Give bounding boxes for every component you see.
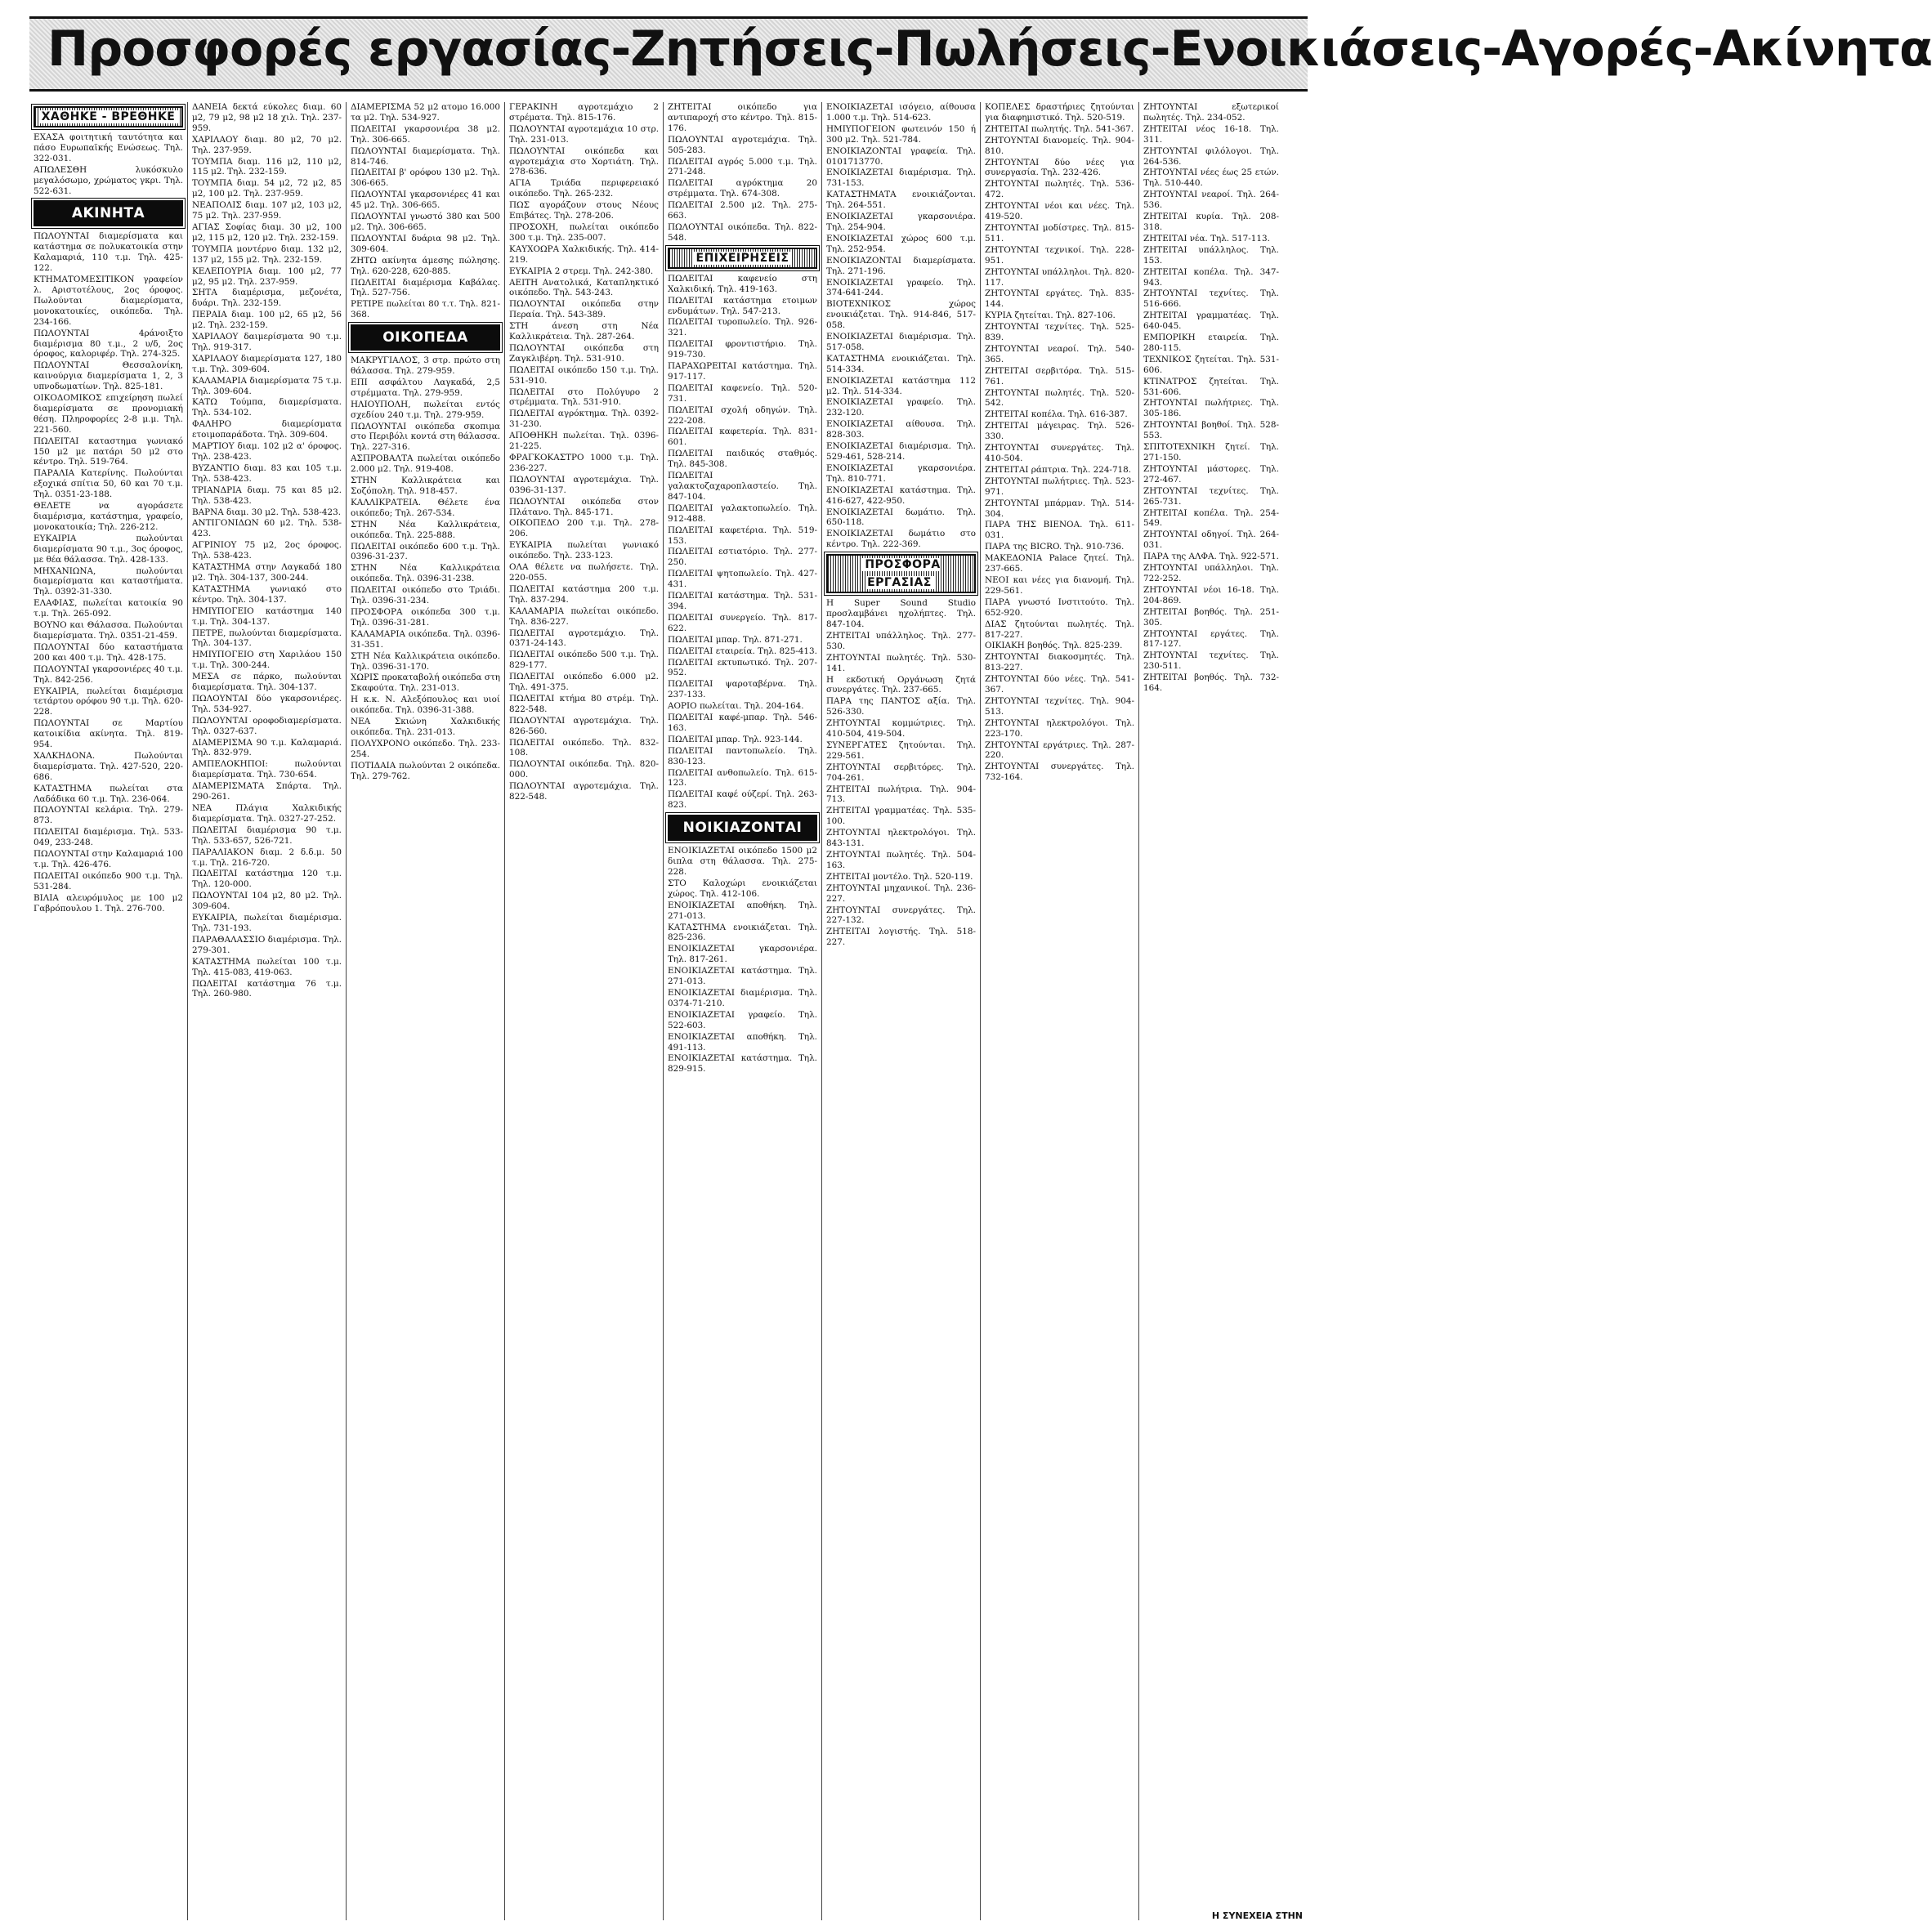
classified-ad: ΖΗΤΕΙΤΑΙ κυρία. Τηλ. 208-318. — [1143, 212, 1279, 232]
classified-ad: ΠΩΛΟΥΝΤΑΙ σε Μαρτίου κατοικίδια ακίνητα. Τηλ. 819-954. — [34, 718, 183, 750]
classified-ad: ΟΙΚΟΔΟΜΙΚΟΣ επιχείρηση πωλεί διαμερίσματα σε προνομιακή θέση. Πληροφορίες 2-8 μ.μ. Τηλ. 221-560. — [34, 393, 183, 435]
classified-ad: ΖΗΤΟΥΝΤΑΙ οδηγοί. Τηλ. 264-031. — [1143, 530, 1279, 551]
classified-ad: ΕΝΟΙΚΙΑΖΕΤΑΙ γκαρσονιέρα. Τηλ. 817-261. — [668, 944, 817, 965]
classified-ad: ΣΤΗΝ Νέα Καλλικράτεια οικόπεδα. Τηλ. 0396-31-238. — [351, 563, 500, 584]
classified-ad: ΠΩΛΕΙΤΑΙ κατάστημα. Τηλ. 531-394. — [668, 591, 817, 611]
classified-ad: ΖΗΤΟΥΝΤΑΙ μάστορες. Τηλ. 272-467. — [1143, 463, 1279, 485]
classified-ad: ΖΗΤΟΥΝΤΑΙ μηχανικοί. Τηλ. 236-227. — [826, 883, 976, 904]
classified-ad: ΠΑΡΑ γνωστό Ινστιτούτο. Τηλ. 652-920. — [985, 597, 1134, 618]
section-header-rentals: ΝΟΙΚΙΑΖΟΝΤΑΙ — [668, 815, 817, 841]
classified-ad: ΠΩΛΟΥΝΤΑΙ 4ράνοιξτο διαμέρισμα 80 τ.μ., 2 υ/δ, 2ος όροφος, καλοριφέρ. Τηλ. 274-325. — [34, 328, 183, 360]
classified-ad: ΠΩΛΟΥΝΤΑΙ οικόπεδα. Τηλ. 820-000. — [509, 759, 659, 780]
classified-ad: ΣΥΝΕΡΓΑΤΕΣ ζητούνται. Τηλ. 229-561. — [826, 740, 976, 761]
classified-ad: ΖΗΤΟΥΝΤΑΙ συνεργάτες. Τηλ. 227-132. — [826, 905, 976, 926]
classified-ad: ΚΑΤΑΣΤΗΜΑ πωλείται στα Λαδάδικα 60 τ.μ. Τηλ. 236-064. — [34, 783, 183, 804]
classified-ad: ΠΩΛΕΙΤΑΙ σχολή οδηγών. Τηλ. 222-208. — [668, 404, 817, 426]
classified-ad: ΖΗΤΟΥΝΤΑΙ τεχνίτες. Τηλ. 525-839. — [985, 322, 1134, 343]
classified-ad: ΖΗΤΕΙΤΑΙ νέα. Τηλ. 517-113. — [1143, 233, 1270, 244]
classified-ad: ΑΓΡΙΝΙΟΥ 75 μ2, 2ος όροφος. Τηλ. 538-423. — [192, 540, 342, 561]
column-6 — [822, 102, 981, 1920]
classified-ad: ΦΑΛΗΡΟ διαμερίσματα ετοιμοπαράδοτα. Τηλ. 309-604. — [192, 419, 342, 440]
classified-ad: ΘΕΛΕΤΕ να αγοράσετε διαμέρισμα, κατάστημα, γραφείο, μονοκατοικία; Τηλ. 226-212. — [34, 501, 183, 532]
classified-ad: ΖΗΤΟΥΝΤΑΙ νεαροί. Τηλ. 540-365. — [985, 343, 1134, 364]
classified-ad: ΠΩΛΕΙΤΑΙ οικόπεδο 6.000 μ2. Τηλ. 491-375. — [509, 672, 659, 693]
classified-ad: ΓΕΡΑΚΙΝΗ αγροτεμάχιο 2 στρέματα. Τηλ. 815-176. — [509, 102, 659, 123]
classified-ad: ΤΟΥΜΠΑ διαμ. 116 μ2, 110 μ2, 115 μ2. Τηλ. 232-159. — [192, 156, 342, 177]
classified-ad: ΚΑΤΑΣΤΗΜΑ ενοικιάζεται. Τηλ. 825-236. — [668, 922, 817, 943]
classified-ad: ΚΤΗΜΑΤΟΜΕΣΙΤΙΚΟΝ γραφείον λ. Αριστοτέλους, 2ος όροφος. Πωλούνται διαμερίσματα, μονοκατοικίες, οικόπεδα. Τηλ. 234-166. — [34, 275, 183, 327]
classified-ad: ΕΥΚΑΙΡΙΑ πωλείται γωνιακό οικόπεδο. Τηλ. 233-123. — [509, 540, 659, 561]
classified-ad: ΕΝΟΙΚΙΑΖΕΤΑΙ διαμέρισμα. Τηλ. 517-058. — [826, 332, 976, 352]
classified-ad: ΣΗΤΑ διαμέρισμα, μεζονέτα, δυάρι. Τηλ. 232-159. — [192, 288, 342, 309]
classified-ad: ΖΗΤΟΥΝΤΑΙ δύο νέες. Τηλ. 541-367. — [985, 674, 1134, 695]
classified-ad: ΠΩΛΕΙΤΑΙ ψαροταβέρνα. Τηλ. 237-133. — [668, 679, 817, 700]
classified-ad: ΚΟΠΕΛΕΣ δραστήριες ζητούνται για διαφημιστικό. Τηλ. 520-519. — [985, 102, 1134, 123]
classified-ad: ΖΗΤΕΙΤΑΙ οικόπεδο για αντιπαροχή στο κέντρο. Τηλ. 815-176. — [668, 102, 817, 133]
classified-ad: ΤΟΥΜΠΑ μοντέρνο διαμ. 132 μ2, 137 μ2, 155 μ2. Τηλ. 232-159. — [192, 244, 342, 265]
classified-ad: ΕΝΟΙΚΙΑΖΕΤΑΙ οικόπεδο 1500 μ2 διπλα στη θάλασσα. Τηλ. 275-228. — [668, 846, 817, 877]
classified-ad: ΕΠΙ ασφάλτου Λαγκαδά, 2,5 στρέμματα. Τηλ. 279-959. — [351, 377, 500, 398]
classified-ad: ΒΙΛΙΑ αλευρόμυλος με 100 μ2 Γαβρόπουλου 1. Τηλ. 276-700. — [34, 892, 183, 914]
classified-ad: ΠΩΛΟΥΝΤΑΙ κελάρια. Τηλ. 279-873. — [34, 805, 183, 826]
classified-ad: Η κ.κ. Ν. Αλεξόπουλος και υιοί οικόπεδα. Τηλ. 0396-31-388. — [351, 695, 500, 716]
classified-ad: ΠΩΛΟΥΝΤΑΙ Θεσσαλονίκη, καινούργια διαμερίσματα 1, 2, 3 υπνοδωματίων. Τηλ. 825-181. — [34, 360, 183, 392]
classified-ad: ΠΩΛΕΙΤΑΙ καφέ ούζερί. Τηλ. 263-823. — [668, 789, 817, 811]
classified-ad: ΑΟΡΙΟ πωλείται. Τηλ. 204-164. — [668, 701, 804, 712]
classified-ad: ΠΩΛΕΙΤΑΙ γαλακτοζαχαροπλαστείο. Τηλ. 847-104. — [668, 471, 817, 502]
classified-ad: ΠΩΛΕΙΤΑΙ 2.500 μ2. Τηλ. 275-663. — [668, 200, 817, 221]
classified-ad: ΔΙΑΜΕΡΙΣΜΑ 90 τ.μ. Καλαμαριά. Τηλ. 832-979. — [192, 737, 342, 758]
classified-ad: ΖΗΤΟΥΝΤΑΙ ηλεκτρολόγοι. Τηλ. 223-170. — [985, 717, 1134, 739]
classified-ad: ΖΗΤΕΙΤΑΙ μάγειρας. Τηλ. 526-330. — [985, 421, 1134, 442]
classified-ad: ΠΩΛΟΥΝΤΑΙ οικόπεδα στη Ζαγκλιβέρη. Τηλ. 531-910. — [509, 342, 659, 364]
classified-ad: ΖΗΤΕΙΤΑΙ υπάλληλος. Τηλ. 153. — [1143, 244, 1279, 266]
classified-ad: ΣΤΗΝ Νέα Καλλικράτεια, οικόπεδα. Τηλ. 225-888. — [351, 519, 500, 540]
ad-list-column-6a — [826, 102, 976, 550]
classified-ad: ΖΗΤΟΥΝΤΑΙ εργάτες. Τηλ. 835-144. — [985, 288, 1134, 310]
classified-ad: ΒΙΟΤΕΧΝΙΚΟΣ χώρος ενοικιάζεται. Τηλ. 914-846, 517-058. — [826, 299, 976, 331]
classified-ad: ΠΩΛΟΥΝΤΑΙ στην Καλαμαριά 100 τ.μ. Τηλ. 426-476. — [34, 849, 183, 869]
column-4 — [505, 102, 664, 1920]
classified-ad: ΤΕΧΝΙΚΟΣ ζητείται. Τηλ. 531-606. — [1143, 354, 1279, 375]
classified-ad: ΖΗΤΕΙΤΑΙ πωλήτρια. Τηλ. 904-713. — [826, 784, 976, 805]
classified-ad: ΚΑΥΧΟΩΡΑ Χαλκιδικής. Τηλ. 414-219. — [509, 244, 659, 265]
ad-list-column-2 — [192, 102, 342, 999]
classified-ad: ΕΜΠΟΡΙΚΗ εταιρεία. Τηλ. 280-115. — [1143, 333, 1279, 353]
classified-ad: Η Super Sound Studio προσλαμβάνει ηχολήπτες. Τηλ. 847-104. — [826, 598, 976, 629]
classified-ad: ΒΟΥΝΟ και Θάλασσα. Πωλούνται διαμερίσματα. Τηλ. 0351-21-459. — [34, 620, 183, 641]
classified-ad: ΠΩΛΕΙΤΑΙ κατάστημα 76 τ.μ. Τηλ. 260-980. — [192, 978, 342, 999]
classified-ad: ΖΗΤΕΙΤΑΙ κοπέλα. Τηλ. 616-387. — [985, 409, 1128, 420]
classified-ad: ΗΜΙΥΠΟΓΕΙΟ κατάστημα 140 τ.μ. Τηλ. 304-137. — [192, 606, 342, 627]
classified-ad: ΖΗΤΟΥΝΤΑΙ υπάλληλοι. Τηλ. 820-117. — [985, 266, 1134, 288]
ad-list-land-plots — [351, 355, 500, 781]
classified-ad: ΠΑΡΑ της ΠΑΝΤΟΣ αξία. Τηλ. 526-330. — [826, 696, 976, 717]
classified-ad: ΧΑΡΙΛΑΟΥ δαιμερίσματα 90 τ.μ. Τηλ. 919-317. — [192, 332, 342, 352]
classified-ad: ΠΩΛΕΙΤΑΙ μπαρ. Τηλ. 871-271. — [668, 634, 803, 645]
ad-list-column-4 — [509, 102, 659, 802]
classified-ad: ΠΩΛΕΙΤΑΙ μπαρ. Τηλ. 923-144. — [668, 734, 803, 744]
classified-ad: ΕΝΟΙΚΙΑΖΕΤΑΙ γκαρσονιέρα. Τηλ. 810-771. — [826, 463, 976, 484]
classified-ad: ΕΝΟΙΚΙΑΖΕΤΑΙ κατάστημα 112 μ2. Τηλ. 514-334. — [826, 375, 976, 396]
classified-ad: ΠΩΣ αγοράζουν στους Νέους Επιβάτες. Τηλ. 278-206. — [509, 200, 659, 221]
classified-ad: ΠΩΛΟΥΝΤΑΙ διαμερίσματα και κατάστημα σε πολυκατοικία στην Καλαμαριά, 110 τ.μ. Τηλ. 425-122. — [34, 231, 183, 274]
classified-ad: ΠΩΛΕΙΤΑΙ οικόπεδο 150 τ.μ. Τηλ. 531-910. — [509, 364, 659, 386]
ad-list-real-estate — [34, 231, 183, 914]
classified-ad: ΠΕΤΡΕ, πωλούνται διαμερίσματα. Τηλ. 304-137. — [192, 628, 342, 649]
classified-ad: ΖΗΤΟΥΝΤΑΙ εργάτριες. Τηλ. 287-220. — [985, 740, 1134, 761]
classified-ad: ΕΝΟΙΚΙΑΖΕΤΑΙ ισόγειο, αίθουσα 1.000 τ.μ. Τηλ. 514-623. — [826, 102, 976, 123]
classified-ad: ΠΑΡΑΛΙΑ Κατερίνης. Πωλούνται εξοχικά σπίτια 50, 60 και 70 τ.μ. Τηλ. 0351-23-188. — [34, 468, 183, 500]
classified-ad: ΠΑΡΑ ΤΗΣ ΒΙΕΝΟΑ. Τηλ. 611-031. — [985, 520, 1134, 541]
classified-ad: ΠΩΛΟΥΝΤΑΙ δυάρια 98 μ2. Τηλ. 309-604. — [351, 233, 500, 254]
classified-ad: ΝΕΑ Πλάγια Χαλκιδικής διαμερίσματα. Τηλ. 0327-27-252. — [192, 803, 342, 824]
classified-ad: ΕΝΟΙΚΙΑΖΕΤΑΙ χώρος 600 τ.μ. Τηλ. 252-954. — [826, 233, 976, 254]
classified-ad: ΠΩΛΕΙΤΑΙ διαμέρισμα 90 τ.μ. Τηλ. 533-657, 526-721. — [192, 824, 342, 846]
classified-ad: ΠΩΛΟΥΝΤΑΙ οροφοδιαμερίσματα. Τηλ. 0327-637. — [192, 715, 342, 736]
classified-ad: ΖΗΤΟΥΝΤΑΙ συνεργάτες. Τηλ. 410-504. — [985, 443, 1134, 463]
classified-ad: ΠΩΛΕΙΤΑΙ παντοπωλείο. Τηλ. 830-123. — [668, 745, 817, 766]
classified-ad: ΠΩΛΟΥΝΤΑΙ αγροτεμάχια. Τηλ. 826-560. — [509, 715, 659, 736]
classified-ad: ΑΠΟΘΗΚΗ πωλείται. Τηλ. 0396-21-225. — [509, 431, 659, 452]
classified-ad: ΠΩΛΕΙΤΑΙ εκτυπωτικό. Τηλ. 207-952. — [668, 657, 817, 678]
classified-ad: ΣΤΗ άνεση στη Νέα Καλλικράτεια. Τηλ. 287-264. — [509, 321, 659, 342]
classified-ad: ΟΙΚΟΠΕΔΟ 200 τ.μ. Τηλ. 278-206. — [509, 518, 659, 539]
classified-ad: ΗΜΙΥΠΟΓΕΙΟ στη Χαριλάου 150 τ.μ. Τηλ. 300-244. — [192, 650, 342, 671]
classified-ad: ΚΤΙΝΑΤΡΟΣ ζητείται. Τηλ. 531-606. — [1143, 376, 1279, 397]
classified-ad: ΕΥΚΑΙΡΙΑ πωλούνται διαμερίσματα 90 τ.μ., 3ος όροφος, με θέα θάλασσα. Τηλ. 428-133. — [34, 533, 183, 565]
classified-ad: ΠΩΛΕΙΤΑΙ οικόπεδο 900 τ.μ. Τηλ. 531-284. — [34, 870, 183, 892]
classified-ad: ΚΑΤΩ Τούμπα, διαμερίσματα. Τηλ. 534-102. — [192, 397, 342, 418]
classified-ad: ΠΩΛΟΥΝΤΑΙ οικόπεδα σκοπιμα στο Περιβόλι κοντά στη θάλασσα. Τηλ. 227-316. — [351, 421, 500, 453]
classified-ad: ΣΤΗΝ Καλλικράτεια και Σοζόπολη. Τηλ. 918-457. — [351, 476, 500, 496]
classified-ad: ΖΗΤΟΥΝΤΑΙ υπάλληλοι. Τηλ. 722-252. — [1143, 563, 1279, 583]
classified-ad: ΔΙΑΜΕΡΙΣΜΑΤΑ Σπάρτα. Τηλ. 290-261. — [192, 781, 342, 802]
classified-ad: ΝΕΑΠΟΛΙΣ διαμ. 107 μ2, 103 μ2, 75 μ2. Τηλ. 237-959. — [192, 200, 342, 221]
classified-ad: ΧΑΛΚΗΔΟΝΑ. Πωλούνται διαμερίσματα. Τηλ. 427-520, 220-686. — [34, 750, 183, 782]
classified-ad: ΑΝΤΙΓΟΝΙΔΩΝ 60 μ2. Τηλ. 538-423. — [192, 518, 342, 539]
classified-ad: ΖΗΤΟΥΝΤΑΙ νέοι 16-18. Τηλ. 204-869. — [1143, 584, 1279, 606]
classified-ad: ΖΗΤΕΙΤΑΙ πωλητής. Τηλ. 541-367. — [985, 123, 1134, 134]
classified-ad: ΕΝΟΙΚΙΑΖΕΤΑΙ δωμάτιο. Τηλ. 650-118. — [826, 507, 976, 528]
classified-ad: ΚΑΛΑΜΑΡΙΑ διαμερίσματα 75 τ.μ. Τηλ. 309-604. — [192, 375, 342, 396]
ad-list-column-7 — [985, 102, 1134, 783]
classified-ad: ΠΑΡΑΛΙΑΚΟΝ διαμ. 2 δ.δ.μ. 50 τ.μ. Τηλ. 216-720. — [192, 847, 342, 868]
classified-ad: ΔΙΑΣ ζητούνται πωλητές. Τηλ. 817-227. — [985, 619, 1134, 640]
classified-ad: ΖΗΤΕΙΤΑΙ γραμματέας. Τηλ. 640-045. — [1143, 311, 1279, 332]
classified-ad: ΖΗΤΟΥΝΤΑΙ τεχνίτες. Τηλ. 904-513. — [985, 695, 1134, 717]
classified-ad: ΖΗΤΟΥΝΤΑΙ σερβιτόρες. Τηλ. 704-261. — [826, 762, 976, 783]
classified-ad: ΠΩΛΟΥΝΤΑΙ 104 μ2, 80 μ2. Τηλ. 309-604. — [192, 891, 342, 912]
classified-ad: ΕΝΟΙΚΙΑΖΟΝΤΑΙ διαμερίσματα. Τηλ. 271-196. — [826, 255, 976, 276]
classified-ad: ΖΗΤΕΙΤΑΙ κοπέλα. Τηλ. 254-549. — [1143, 507, 1279, 529]
classified-ad: ΚΑΤΑΣΤΗΜΑ ενοικιάζεται. Τηλ. 514-334. — [826, 353, 976, 374]
classified-ad: ΚΑΛΑΜΑΡΙΑ οικόπεδα. Τηλ. 0396-31-351. — [351, 628, 500, 650]
classified-ad: ΠΩΛΕΙΤΑΙ ανθοπωλείο. Τηλ. 615-123. — [668, 767, 817, 789]
classified-ad: ΚΕΛΕΠΟΥΡΙΑ διαμ. 100 μ2, 77 μ2, 95 μ2. Τηλ. 237-959. — [192, 266, 342, 287]
classified-ad: ΜΑΚΕΔΟΝΙΑ Palace ζητεί. Τηλ. 237-665. — [985, 553, 1134, 574]
classified-ad: ΑΕΙΤΗ Ανατολικά, Καταπληκτικό οικόπεδο. Τηλ. 543-243. — [509, 277, 659, 298]
column-5 — [664, 102, 822, 1920]
classified-ad: ΠΩΛΕΙΤΑΙ συνεργείο. Τηλ. 817-622. — [668, 612, 817, 633]
classified-ad: ΠΩΛΕΙΤΑΙ στο Πολύγυρο 2 στρέμματα. Τηλ. 531-910. — [509, 387, 659, 408]
classified-ad: ΠΩΛΕΙΤΑΙ αγρόκτημα. Τηλ. 0392-31-230. — [509, 409, 659, 430]
classified-ad: ΠΩΛΕΙΤΑΙ καταστημα γωνιακό 150 μ2 με πατάρι 50 μ2 στο κέντρο. Τηλ. 519-764. — [34, 436, 183, 467]
classified-ad: ΠΩΛΟΥΝΤΑΙ οικόπεδα και αγροτεμάχια στο Χορτιάτη. Τηλ. 278-636. — [509, 145, 659, 177]
classified-ad: ΕΝΟΙΚΙΑΖΕΤΑΙ κατάστημα. Τηλ. 416-627, 422-950. — [826, 485, 976, 506]
classified-ad: ΠΩΛΟΥΝΤΑΙ δύο γκαρσονιέρες. Τηλ. 534-927. — [192, 693, 342, 714]
classified-ad: ΠΩΛΕΙΤΑΙ οικόπεδο. Τηλ. 832-108. — [509, 737, 659, 758]
classified-ad: ΖΗΤΕΙΤΑΙ γραμματέας. Τηλ. 535-100. — [826, 806, 976, 827]
classified-ad: ΕΥΚΑΙΡΙΑ 2 στρεμ. Τηλ. 242-380. — [509, 266, 654, 276]
ad-list-businesses — [668, 274, 817, 811]
classified-ad: ΖΗΤΟΥΝΤΑΙ εργάτες. Τηλ. 817-127. — [1143, 628, 1279, 650]
column-1 — [29, 102, 188, 1920]
classified-ad: ΠΩΛΕΙΤΑΙ β' ορόφου 130 μ2. Τηλ. 306-665. — [351, 168, 500, 189]
classified-ad: ΕΝΟΙΚΙΑΖΟΝΤΑΙ γραφεία. Τηλ. 0101713770. — [826, 145, 976, 167]
classified-ad: ΑΠΩΛΕΣΘΗ λυκόσκυλο μεγαλόσωμο, χρώματος γκρι. Τηλ. 522-631. — [34, 164, 183, 196]
column-2 — [188, 102, 347, 1920]
classified-ad: ΠΩΛΟΥΝΤΑΙ οικόπεδα στην Περαία. Τηλ. 543-389. — [509, 299, 659, 320]
classified-ad: ΚΑΤΑΣΤΗΜΑ πωλείται 100 τ.μ. Τηλ. 415-083, 419-063. — [192, 956, 342, 977]
classified-ad: ΦΡΑΓΚΟΚΑΣΤΡΟ 1000 τ.μ. Τηλ. 236-227. — [509, 453, 659, 473]
classified-ad: ΚΑΤΑΣΤΗΜΑ στην Λαγκαδά 180 μ2. Τηλ. 304-137, 300-244. — [192, 562, 342, 583]
classified-ad: ΖΗΤΕΙΤΑΙ κοπέλα. Τηλ. 347-943. — [1143, 266, 1279, 288]
classified-ad: ΠΩΛΕΙΤΑΙ τυροπωλείο. Τηλ. 926-321. — [668, 317, 817, 338]
classified-ad: ΧΑΡΙΛΑΟΥ διαμ. 80 μ2, 70 μ2. Τηλ. 237-959. — [192, 134, 342, 155]
classified-ad: ΠΩΛΕΙΤΑΙ διαμέρισμα. Τηλ. 533-049, 233-248. — [34, 827, 183, 848]
classified-ad: ΖΗΤΕΙΤΑΙ σερβιτόρα. Τηλ. 515-761. — [985, 365, 1134, 387]
classified-ad: ΠΩΛΟΥΝΤΑΙ γκαρσονιέρες 40 τ.μ. Τηλ. 842-256. — [34, 664, 183, 685]
classified-ad: ΠΩΛΕΙΤΑΙ οικόπεδο στο Τριάδι. Τηλ. 0396-31-234. — [351, 585, 500, 606]
classified-ad: ΖΗΤΟΥΝΤΑΙ μοδίστρες. Τηλ. 815-511. — [985, 222, 1134, 244]
classified-ad: ΖΗΤΩ ακίνητα άμεσης πώλησης. Τηλ. 620-228, 620-885. — [351, 255, 500, 276]
classified-ad: ΖΗΤΟΥΝΤΑΙ συνεργάτες. Τηλ. 732-164. — [985, 762, 1134, 783]
page-title: Προσφορές εργασίας-Ζητήσεις-Πωλήσεις-Ενοικιάσεις-Αγορές-Ακίνητα — [47, 20, 1932, 78]
classified-ad: ΖΗΤΕΙΤΑΙ υπάλληλος. Τηλ. 277-530. — [826, 630, 976, 651]
section-header-land-plots: ΟΙΚΟΠΕΔΑ — [351, 324, 500, 351]
classified-ad: ΗΛΙΟΥΠΟΛΗ, πωλείται εντός σχεδίου 240 τ.μ. Τηλ. 279-959. — [351, 399, 500, 420]
classified-ad: ΖΗΤΟΥΝΤΑΙ διανομείς. Τηλ. 904-810. — [985, 135, 1134, 156]
classified-ad: ΚΑΤΑΣΤΗΜΑ γωνιακό στο κέντρο. Τηλ. 304-137. — [192, 583, 342, 605]
classified-ad: ΔΙΑΜΕΡΙΣΜΑ 52 μ2 ατομο 16.000 τα μ2. Τηλ. 534-927. — [351, 102, 500, 123]
classified-ad: Η εκδοτική Οργάνωση ζητά συνεργάτες. Τηλ. 237-665. — [826, 674, 976, 695]
classified-ad: ΠΕΡΑΙΑ διαμ. 100 μ2, 65 μ2, 56 μ2. Τηλ. 232-159. — [192, 310, 342, 331]
classified-ad: ΕΝΟΙΚΙΑΖΕΤΑΙ γραφείο. Τηλ. 522-603. — [668, 1009, 817, 1030]
classified-ad: ΠΩΛΕΙΤΑΙ οικόπεδο 600 τ.μ. Τηλ. 0396-31-237. — [351, 541, 500, 562]
classified-ad: ΠΩΛΕΙΤΑΙ αγροτεμάχιο. Τηλ. 0371-24-143. — [509, 628, 659, 649]
classified-ad: ΑΓΙΑΣ Σοφίας διαμ. 30 μ2, 100 μ2, 115 μ2, 120 μ2. Τηλ. 232-159. — [192, 221, 342, 243]
classified-ad: ΖΗΤΟΥΝΤΑΙ τεχνικοί. Τηλ. 228-951. — [985, 244, 1134, 266]
classified-ad: ΑΣΠΡΟΒΑΛΤΑ πωλείται οικόπεδο 2.000 μ2. Τηλ. 919-408. — [351, 454, 500, 475]
classified-ad: ΖΗΤΟΥΝΤΑΙ τεχνίτες. Τηλ. 230-511. — [1143, 650, 1279, 672]
classified-ad: ΖΗΤΟΥΝΤΑΙ ηλεκτρολόγοι. Τηλ. 843-131. — [826, 828, 976, 849]
classified-ad: ΤΟΥΜΠΑ διαμ. 54 μ2, 72 μ2, 85 μ2, 100 μ2. Τηλ. 237-959. — [192, 178, 342, 199]
classified-ad: ΕΝΟΙΚΙΑΖΕΤΑΙ αποθήκη. Τηλ. 491-113. — [668, 1031, 817, 1052]
classified-ad: ΕΝΟΙΚΙΑΖΕΤΑΙ διαμέρισμα. Τηλ. 529-461, 528-214. — [826, 441, 976, 462]
classified-ad: ΠΟΤΙΔΑΙΑ πωλούνται 2 οικόπεδα. Τηλ. 279-762. — [351, 760, 500, 781]
classified-ad: ΠΩΛΟΥΝΤΑΙ δύο καταστήματα 200 και 400 τ.μ. Τηλ. 428-175. — [34, 641, 183, 663]
section-header-businesses: ΕΠΙΧΕΙΡΗΣΕΙΣ — [668, 248, 817, 269]
classified-ad: ΜΑΚΡΥΓΙΑΛΟΣ, 3 στρ. πρώτο στη θάλασσα. Τηλ. 279-959. — [351, 355, 500, 377]
classified-ad: ΕΥΚΑΙΡΙΑ, πωλείται διαμέρισμα. Τηλ. 731-193. — [192, 913, 342, 933]
classified-ad: ΠΩΛΟΥΝΤΑΙ οικόπεδα στον Πλάτανο. Τηλ. 845-171. — [509, 496, 659, 517]
classified-ad: ΠΩΛΕΙΤΑΙ παιδικός σταθμός. Τηλ. 845-308. — [668, 449, 817, 470]
classified-ad: ΖΗΤΟΥΝΤΑΙ μπάρμαν. Τηλ. 514-304. — [985, 498, 1134, 519]
classified-ad: ΠΑΡΑΧΩΡΕΙΤΑΙ κατάστημα. Τηλ. 917-117. — [668, 361, 817, 382]
classified-ad: ΣΠΙΤΟΤΕΧΝΙΚΗ ζητεί. Τηλ. 271-150. — [1143, 442, 1279, 463]
classified-ad: ΚΑΛΛΙΚΡΑΤΕΙΑ. Θέλετε ένα οικόπεδο; Τηλ. 267-534. — [351, 497, 500, 518]
classified-ad: ΖΗΤΟΥΝΤΑΙ πωλητές. Τηλ. 504-163. — [826, 850, 976, 870]
classified-ad: ΖΗΤΟΥΝΤΑΙ πωλήτριες. Τηλ. 305-186. — [1143, 398, 1279, 419]
classified-ad: ΖΗΤΟΥΝΤΑΙ πωλητές. Τηλ. 520-542. — [985, 387, 1134, 409]
classified-ad: ΝΕΟΙ και νέες για διανομή. Τηλ. 229-561. — [985, 574, 1134, 596]
classified-ad: ΠΩΛΟΥΝΤΑΙ αγροτεμάχια. Τηλ. 822-548. — [509, 781, 659, 802]
classified-ad: ΠΩΛΕΙΤΑΙ γκαρσονιέρα 38 μ2. Τηλ. 306-665. — [351, 123, 500, 145]
classified-ad: ΖΗΤΕΙΤΑΙ βοηθός. Τηλ. 732-164. — [1143, 673, 1279, 694]
ad-list-rentals — [668, 846, 817, 1075]
ad-list-column-5a — [668, 102, 817, 244]
classified-ad: ΕΝΟΙΚΙΑΖΕΤΑΙ γραφείο. Τηλ. 374-641-244. — [826, 277, 976, 298]
classified-ad: ΖΗΤΕΙΤΑΙ μοντέλο. Τηλ. 520-119. — [826, 871, 973, 882]
classified-ad: ΕΝΟΙΚΙΑΖΕΤΑΙ αποθήκη. Τηλ. 271-013. — [668, 900, 817, 921]
classified-ad: ΖΗΤΟΥΝΤΑΙ βοηθοί. Τηλ. 528-553. — [1143, 420, 1279, 441]
classified-ad: ΠΡΟΣΟΧΗ, πωλείται οικόπεδο 300 τ.μ. Τηλ. 235-007. — [509, 221, 659, 243]
classified-ad: ΖΗΤΕΙΤΑΙ βοηθός. Τηλ. 251-305. — [1143, 606, 1279, 628]
classified-ad: ΖΗΤΕΙΤΑΙ ράπτρια. Τηλ. 224-718. — [985, 464, 1132, 475]
classified-ad: ΖΗΤΟΥΝΤΑΙ νέοι και νέες. Τηλ. 419-520. — [985, 201, 1134, 222]
classified-ad: ΠΩΛΕΙΤΑΙ αγρόκτημα 20 στρέμματα. Τηλ. 674-308. — [668, 178, 817, 199]
classified-ad: ΖΗΤΟΥΝΤΑΙ φιλόλογοι. Τηλ. 264-536. — [1143, 145, 1279, 167]
classified-ad: ΕΝΟΙΚΙΑΖΕΤΑΙ κατάστημα. Τηλ. 829-915. — [668, 1053, 817, 1075]
classified-ad: ΟΙΚΙΑΚΗ βοηθός. Τηλ. 825-239. — [985, 641, 1123, 651]
classified-ad: ΖΗΤΟΥΝΤΑΙ πωλητές. Τηλ. 530-141. — [826, 652, 976, 673]
classified-ad: ΠΩΛΕΙΤΑΙ καφενείο. Τηλ. 520-731. — [668, 382, 817, 404]
classified-ad: ΠΩΛΕΙΤΑΙ διαμέρισμα Καβάλας. Τηλ. 527-756. — [351, 277, 500, 298]
classified-ad: ΖΗΤΟΥΝΤΑΙ νεαροί. Τηλ. 264-536. — [1143, 190, 1279, 211]
classified-ad: ΠΩΛΕΙΤΑΙ κτήμα 80 στρέμ. Τηλ. 822-548. — [509, 693, 659, 714]
classified-ad: ΣΤΗ Νέα Καλλικράτεια οικόπεδο. Τηλ. 0396-31-170. — [351, 650, 500, 672]
classified-ad: ΖΗΤΟΥΝΤΑΙ κομμώτριες. Τηλ. 410-504, 419-504. — [826, 718, 976, 740]
continuation-note: Η ΣΥΝΕΧΕΙΑ ΣΤΗΝ — [1211, 1910, 1303, 1921]
page-banner — [29, 16, 1932, 92]
classified-ad: ΠΩΛΟΥΝΤΑΙ γκαρσονιέρες 41 και 45 μ2. Τηλ. 306-665. — [351, 190, 500, 211]
classified-ad: ΠΩΛΕΙΤΑΙ κατάστημα 200 τ.μ. Τηλ. 837-294. — [509, 583, 659, 605]
classified-ad: ΧΩΡΙΣ προκαταβολή οικόπεδα στη Σκαφούτα. Τηλ. 231-013. — [351, 673, 500, 694]
ad-list-job-offers — [826, 598, 976, 948]
classified-ad: ΕΝΟΙΚΙΑΖΕΤΑΙ γραφείο. Τηλ. 232-120. — [826, 397, 976, 418]
classified-ad: ΠΑΡΑ της ΑΛΦΑ. Τηλ. 922-571. — [1143, 552, 1279, 562]
classified-ad: ΔΑΝΕΙΑ δεκτά εύκολες διαμ. 60 μ2, 79 μ2, 98 μ2 18 χιλ. Τηλ. 237-959. — [192, 102, 342, 133]
classified-ad: ΕΥΚΑΙΡΙΑ, πωλείται διαμέρισμα τετάρτου ορόφου 90 τ.μ. Τηλ. 620-228. — [34, 686, 183, 717]
classified-ad: ΧΑΡΙΛΑΟΥ διαμερίσματα 127, 180 τ.μ. Τηλ. 309-604. — [192, 353, 342, 374]
classified-ad: ΖΗΤΟΥΝΤΑΙ πωλήτριες. Τηλ. 523-971. — [985, 476, 1134, 497]
column-7 — [981, 102, 1139, 1920]
column-8 — [1139, 102, 1283, 1920]
classified-ad: ΑΓΙΑ Τριάδα περιφερειακό οικόπεδο. Τηλ. 265-232. — [509, 178, 659, 199]
classified-ad: ΖΗΤΟΥΝΤΑΙ τεχνίτες. Τηλ. 516-666. — [1143, 288, 1279, 310]
classified-ad: ΑΜΠΕΛΟΚΗΠΟΙ: πωλούνται διαμερίσματα. Τηλ. 730-654. — [192, 759, 342, 780]
classified-ad: ΖΗΤΟΥΝΤΑΙ εξωτερικοί πωλητές. Τηλ. 234-052. — [1143, 102, 1279, 123]
classified-ad: ΖΗΤΟΥΝΤΑΙ τεχνίτες. Τηλ. 265-731. — [1143, 485, 1279, 507]
classified-ad: ΠΩΛΕΙΤΑΙ κατάστημα 120 τ.μ. Τηλ. 120-000. — [192, 869, 342, 890]
classified-ad: ΠΩΛΕΙΤΑΙ εστιατόριο. Τηλ. 277-250. — [668, 547, 817, 568]
classified-ad: ΡΕΤΙΡΕ πωλείται 80 τ.τ. Τηλ. 821-368. — [351, 299, 500, 320]
classified-ad: ΜΕΣΑ σε πάρκο, πωλούνται διαμερίσματα. Τηλ. 304-137. — [192, 672, 342, 693]
section-header-real-estate: ΑΚΙΝΗΤΑ — [34, 200, 183, 226]
classified-ad: ΖΗΤΕΙΤΑΙ νέος 16-18. Τηλ. 311. — [1143, 123, 1279, 145]
column-3 — [347, 102, 505, 1920]
classified-ad: ΜΗΧΑΝΙΩΝΑ, πωλούνται διαμερίσματα και καταστήματα. Τηλ. 0392-31-330. — [34, 565, 183, 597]
classified-ad: ΠΩΛΟΥΝΤΑΙ αγροτεμάχια 10 στρ. Τηλ. 231-013. — [509, 123, 659, 145]
classified-ad: ΕΛΑΦΙΑΣ, πωλείται κατοικία 90 τ.μ. Τηλ. 265-092. — [34, 598, 183, 619]
classified-ad: ΟΛΑ θέλετε να πωλήσετε. Τηλ. 220-055. — [509, 562, 659, 583]
classified-ad: ΗΜΙΥΠΟΓΕΙΟΝ φωτεινόν 150 ή 300 μ2. Τηλ. 521-784. — [826, 123, 976, 145]
classified-ad: ΠΩΛΕΙΤΑΙ ψητοπωλείο. Τηλ. 427-431. — [668, 569, 817, 590]
classified-ad: ΠΩΛΟΥΝΤΑΙ αγροτεμάχια. Τηλ. 0396-31-137. — [509, 474, 659, 495]
classified-ad: ΖΗΤΟΥΝΤΑΙ διακοσμητές. Τηλ. 813-227. — [985, 652, 1134, 673]
classified-ad: ΠΑΡΑΘΑΛΑΣΣΙΟ διαμέρισμα. Τηλ. 279-301. — [192, 934, 342, 955]
classified-ad: ΠΩΛΕΙΤΑΙ καφενείο στη Χαλκιδική. Τηλ. 419-163. — [668, 273, 817, 294]
classifieds-columns — [29, 102, 1308, 1920]
classified-ad: ΠΩΛΟΥΝΤΑΙ αγροτεμάχια. Τηλ. 505-283. — [668, 134, 817, 155]
classified-ad: ΕΝΟΙΚΙΑΖΕΤΑΙ διαμέρισμα. Τηλ. 0374-71-210. — [668, 987, 817, 1008]
classified-ad: ΤΡΙΑΝΔΡΙΑ διαμ. 75 και 85 μ2. Τηλ. 538-423. — [192, 485, 342, 506]
classified-ad: ΠΟΛΥΧΡΟΝΟ οικόπεδο. Τηλ. 233-254. — [351, 738, 500, 759]
classified-ad: ΠΩΛΕΙΤΑΙ γαλακτοπωλείο. Τηλ. 912-488. — [668, 503, 817, 524]
classified-ad: ΕΝΟΙΚΙΑΖΕΤΑΙ κατάστημα. Τηλ. 271-013. — [668, 966, 817, 987]
classified-ad: ΕΝΟΙΚΙΑΖΕΤΑΙ δωμάτιο στο κέντρο. Τηλ. 222-369. — [826, 529, 976, 550]
classified-ad: ΒΥΖΑΝΤΙΟ διαμ. 83 και 105 τ.μ. Τηλ. 538-423. — [192, 463, 342, 484]
classified-ad: ΠΩΛΕΙΤΑΙ καφετέρια. Τηλ. 519-153. — [668, 525, 817, 546]
classified-ad: ΠΩΛΟΥΝΤΑΙ διαμερίσματα. Τηλ. 814-746. — [351, 145, 500, 167]
classified-ad: ΠΩΛΕΙΤΑΙ αγρός 5.000 τ.μ. Τηλ. 271-248. — [668, 156, 817, 177]
ad-list-lost-found — [34, 132, 183, 196]
classified-ad: ΒΑΡΝΑ διαμ. 30 μ2. Τηλ. 538-423. — [192, 507, 342, 517]
classified-ad: ΚΑΛΑΜΑΡΙΑ πωλείται οικόπεδο. Τηλ. 836-227. — [509, 606, 659, 627]
classified-ad: ΠΩΛΟΥΝΤΑΙ οικόπεδα. Τηλ. 822-548. — [668, 221, 817, 243]
classified-ad: ΠΩΛΕΙΤΑΙ καφέ-μπαρ. Τηλ. 546-163. — [668, 713, 817, 733]
classified-ad: ΜΑΡΤΙΟΥ διαμ. 102 μ2 α' όροφος. Τηλ. 238-423. — [192, 441, 342, 462]
classified-ad: ΣΤΟ Καλοχώρι ενοικιάζεται χώρος. Τηλ. 412-106. — [668, 878, 817, 899]
classified-ad: ΖΗΤΟΥΝΤΑΙ νέες έως 25 ετών. Τηλ. 510-440. — [1143, 168, 1279, 189]
classified-ad: ΠΩΛΕΙΤΑΙ οικόπεδο 500 τ.μ. Τηλ. 829-177. — [509, 650, 659, 671]
section-header-lost-found: ΧΑΘΗΚΕ - ΒΡΕΘΗΚΕ — [34, 106, 183, 127]
classified-ad: ΠΡΟΣΦΟΡΑ οικόπεδα 300 τ.μ. Τηλ. 0396-31-281. — [351, 606, 500, 628]
classified-ad: ΠΑΡΑ της BICRO. Τηλ. 910-736. — [985, 542, 1125, 552]
classified-ad: ΕΝΟΙΚΙΑΖΕΤΑΙ αίθουσα. Τηλ. 828-303. — [826, 419, 976, 440]
section-header-job-offers: ΠΡΟΣΦΟΡΑ ΕΡΓΑΣΙΑΣ — [826, 554, 976, 593]
ad-list-column-3a — [351, 102, 500, 320]
classified-ad: ΠΩΛΕΙΤΑΙ καφετερία. Τηλ. 831-601. — [668, 427, 817, 448]
classified-ad: ΕΝΟΙΚΙΑΖΕΤΑΙ γκαρσονιέρα. Τηλ. 254-904. — [826, 212, 976, 232]
classified-ad: ΕΧΑΣΑ φοιτητική ταυτότητα και πάσο Ευρωπαϊκής Ενώσεως. Τηλ. 322-031. — [34, 132, 183, 163]
classified-ad: ΠΩΛΕΙΤΑΙ κατάστημα ετοιμων ενδυμάτων. Τηλ. 547-213. — [668, 295, 817, 316]
classified-ad: ΖΗΤΟΥΝΤΑΙ πωλητές. Τηλ. 536-472. — [985, 179, 1134, 200]
classified-ad: ΕΝΟΙΚΙΑΖΕΤΑΙ διαμέρισμα. Τηλ. 731-153. — [826, 168, 976, 189]
classified-ad: ΚΑΤΑΣΤΗΜΑΤΑ ενοικιάζονται. Τηλ. 264-551. — [826, 190, 976, 211]
classified-ad: ΚΥΡΙΑ ζητείται. Τηλ. 827-106. — [985, 311, 1116, 321]
classified-ad: ΠΩΛΕΙΤΑΙ φροντιστήριο. Τηλ. 919-730. — [668, 339, 817, 360]
classified-ad: ΖΗΤΟΥΝΤΑΙ δύο νέες για συνεργασία. Τηλ. 232-426. — [985, 157, 1134, 178]
classified-ad: ΝΕΑ Σκιώνη Χαλκιδικής οικόπεδα. Τηλ. 231-013. — [351, 717, 500, 737]
ad-list-column-8 — [1143, 102, 1279, 694]
classified-ad: ΖΗΤΕΙΤΑΙ λογιστής. Τηλ. 518-227. — [826, 927, 976, 948]
classified-ad: ΠΩΛΕΙΤΑΙ εταιρεία. Τηλ. 825-413. — [668, 646, 817, 656]
classified-ad: ΠΩΛΟΥΝΤΑΙ γνωστό 380 και 500 μ2. Τηλ. 306-665. — [351, 212, 500, 232]
